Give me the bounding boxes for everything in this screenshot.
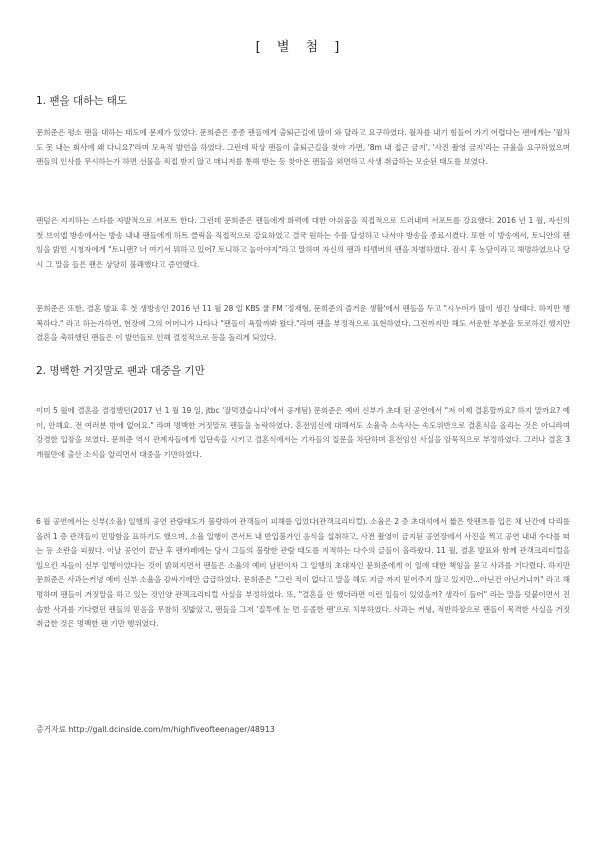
paragraph: 이미 5 월에 결혼을 결정했던(2017 년 1 월 19 일, jtbc '잘먹겠습니다'에서 공개됨) 문희준은 예비 신부가 초대 된 공연에서 "저 이제 결혼할까요? 하지 말까요? 예이, 안해요. 전 여러분 밖에 없어요." 라며 명백한 거짓말로 팬들을 농락하였다. 혼전임신에 대해서도 소율측 소속사는 속도위반으로 결혼식을 올리는 것은 아니라며 강경한 입장을 보였다. 문희준 역시 관계자들에게 입단속을 시키고 결혼식에서는 기자들의 질문을 차단하며 혼전임신 사실을 암묵적으로 부정하였다. 그러나 결혼 3 개월만에 출산 소식을 알리면서 대중을 기만하였다. (36, 406, 570, 459)
paragraph: 팬덤은 지지하는 스타를 자발적으로 서포트 한다. 그런데 문희준은 팬들에게 화력에 대한 아쉬움을 직접적으로 드러내며 서포트를 강요했다. 2016 년 1 월, 자신의 첫 브이앱 방송에서는 방송 내내 팬들에게 하트 클릭을 직접적으로 강요하였고 결국 원하는 수를 달성하고 나서야 방송을 종료시켰다. 또한 이 방송에서, 토니안의 팬임을 밝힌 시청자에게 "토니팬? 너 여기서 뭐하고 있어? 토니하고 놀아야지"라고 말하며 자신의 팬과 타멤버의 팬을 차별하였다. 잠시 후 농담이라고 해명하였으나 당시 그 말을 들은 팬은 상당히 불쾌했다고 증언했다. (36, 216, 570, 269)
evidence-link[interactable]: 증거자료 http://gall.dcinside.com/m/highfiveofteenager/48913 (36, 725, 275, 734)
paragraph: 6 월 공연에서는 신부(소율) 일행의 공연 관람태도가 불량하여 관객들이 피해를 입었다(관객크리티컬). 소율은 2 층 초대석에서 짧은 핫팬츠를 입은 채 난간에 다리를 올려 1 층 관객들이 민망함을 표하기도 했으며, 소율 일행이 콘서트 내 반입불가인 음식을 섭취하고, 사전 촬영이 금지된 공연장에서 사진을 찍고 공연 내내 수다를 떠는 등 소란을 피웠다. 이날 공연이 끝난 후 팬카페에는 당시 그들의 불량한 관람 태도를 지적하는 다수의 글들이 올라왔다. 11 월, 결혼 발표와 함께 관객크리티컬을 일으킨 자들이 신부 일행이었다는 것이 밝혀지면서 팬들은 소율의 예비 남편이자 그 일행의 초대자인 문희준에게 이 일에 대한 책임을 묻고 사과를 기다렸다. 하지만 문희준은 사과는커녕 예비 신부 소율을 감싸기에만 급급하였다. 문희준은 "그런 적이 없다고 말을 해도 지금 까지 믿어주지 않고 있지만...아닌건 아닌거니까" 라고 해명하며 팬들이 거짓말을 하고 있는 것인양 관객크리티컬 사실을 부정하였다. 또, "결혼을 안 했더라면 이런 일들이 있었을까? 생각이 들어" 라는 말을 덧붙이면서 진솔한 사과를 기다렸던 팬들의 믿음을 무참히 짓밟았고, 팬들을 그저 '질투에 눈 먼 옹졸한 팬'으로 치부하였다. 사과는 커녕, 적반하장으로 팬들이 목격한 사실을 거짓 취급한 것은 명백한 팬 기만 행위였다. (36, 517, 570, 629)
paragraph: 문희준은 평소 팬을 대하는 태도에 문제가 있었다. 문희준은 종종 팬들에게 출퇴근길에 많이 와 달라고 요구하였다. 월차를 내기 힘들어 가기 어렵다는 팬에게는 '월차도 못 내는 회사에 왜 다니요?'라며 모욕적 발언을 하였다. 그런데 막상 팬들이 출퇴근길을 찾아 가면, '8m 내 접근 금지', '사진 촬영 금지'라는 규율을 요구하였으며 팬들의 인사를 무시하는가 하면 선물을 직접 받지 않고 매니저를 통해 받는 등 찾아온 팬들을 외면하고 사생 취급하는 모순된 태도를 보였다. (36, 128, 570, 167)
section-heading-deception: 2. 명백한 거짓말로 팬과 대중을 기만 (36, 365, 205, 377)
document-title: [ 별 첨 ] (255, 40, 346, 55)
paragraph: 문희준은 또한, 결혼 발표 후 첫 생방송인 2016 년 11 월 28 일 KBS 쿨 FM '정재형, 문희준의 즐거운 생활'에서 팬들을 두고 "시누이가 많이 생긴 상태다. 하지만 행복하다." 라고 하는가하면, 현장에 그의 어머니가 나타나 "팬들이 욕할까봐 왔다."라며 팬을 부정적으로 표현하였다. 그전까지만 해도 서운한 부분을 토로하긴 했지만 결혼을 축하했던 팬들은 이 발언들로 인해 결정적으로 등을 돌리게 되었다. (36, 304, 570, 343)
section-heading-attitude: 1. 팬을 대하는 태도 (36, 95, 128, 107)
